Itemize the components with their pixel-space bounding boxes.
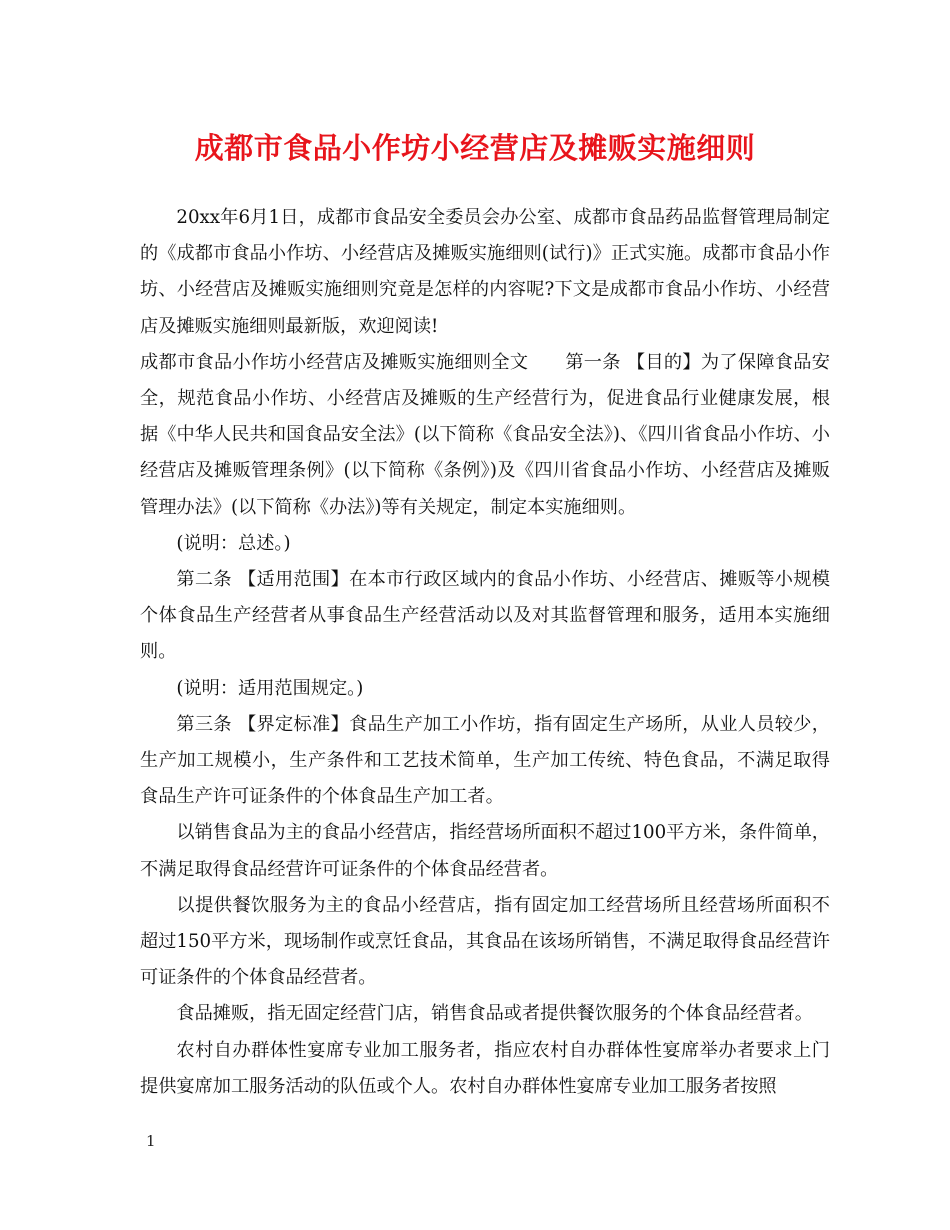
document-title: 成都市食品小作坊小经营店及摊贩实施细则 xyxy=(194,131,756,165)
note-paragraph: (说明：总述。) xyxy=(176,532,291,554)
document-body xyxy=(140,200,830,1105)
article-3-paragraph: 第三条 【界定标准】食品生产加工小作坊，指有固定生产场所，从业人员较少，生产加工规模小，生产条件和工艺技术简单，生产加工传统、特色食品，不满足取得食品生产许可证条件的个体食品生产加工者。 xyxy=(140,713,830,808)
definition-paragraph: 以销售食品为主的食品小经营店，指经营场所面积不超过100平方米，条件简单，不满足取得食品经营许可证条件的个体食品经营者。 xyxy=(140,822,830,880)
article-2-paragraph: 第二条 【适用范围】在本市行政区域内的食品小作坊、小经营店、摊贩等小规模个体食品生产经营者从事食品生产经营活动以及对其监督管理和服务，适用本实施细则。 xyxy=(140,569,830,663)
article-1-paragraph: 成都市食品小作坊小经营店及摊贩实施细则全文 第一条 【目的】为了保障食品安全，规范食品小作坊、小经营店及摊贩的生产经营行为，促进食品行业健康发展，根据《中华人民共和国食品安全法》(以下简称《食品安全法》)、《四川省食品小作坊、小经营店及摊贩管理条例》(以下简称《条例》)及《四川省食品小作坊、小经营店及摊贩管理办法》(以下简称《办法》)等有关规定，制定本实施细则。 xyxy=(140,351,830,518)
definition-paragraph: 以提供餐饮服务为主的食品小经营店，指有固定加工经营场所且经营场所面积不超过150平方米，现场制作或烹饪食品，其食品在该场所销售，不满足取得食品经营许可证条件的个体食品经营者。 xyxy=(140,894,830,989)
page-number: 1 xyxy=(146,1132,156,1150)
note-paragraph: (说明：适用范围规定。) xyxy=(176,677,364,699)
definition-paragraph: 食品摊贩，指无固定经营门店，销售食品或者提供餐饮服务的个体食品经营者。 xyxy=(176,1003,813,1025)
intro-paragraph: 20xx年6月1日，成都市食品安全委员会办公室、成都市食品药品监督管理局制定的《成都市食品小作坊、小经营店及摊贩实施细则(试行)》正式实施。成都市食品小作坊、小经营店及摊贩实施细则究竟是怎样的内容呢?下文是成都市食品小作坊、小经营店及摊贩实施细则最新版，欢迎阅读! xyxy=(140,207,830,337)
definition-paragraph: 农村自办群体性宴席专业加工服务者，指应农村自办群体性宴席举办者要求上门提供宴席加工服务活动的队伍或个人。农村自办群体性宴席专业加工服务者按照 xyxy=(140,1039,830,1097)
